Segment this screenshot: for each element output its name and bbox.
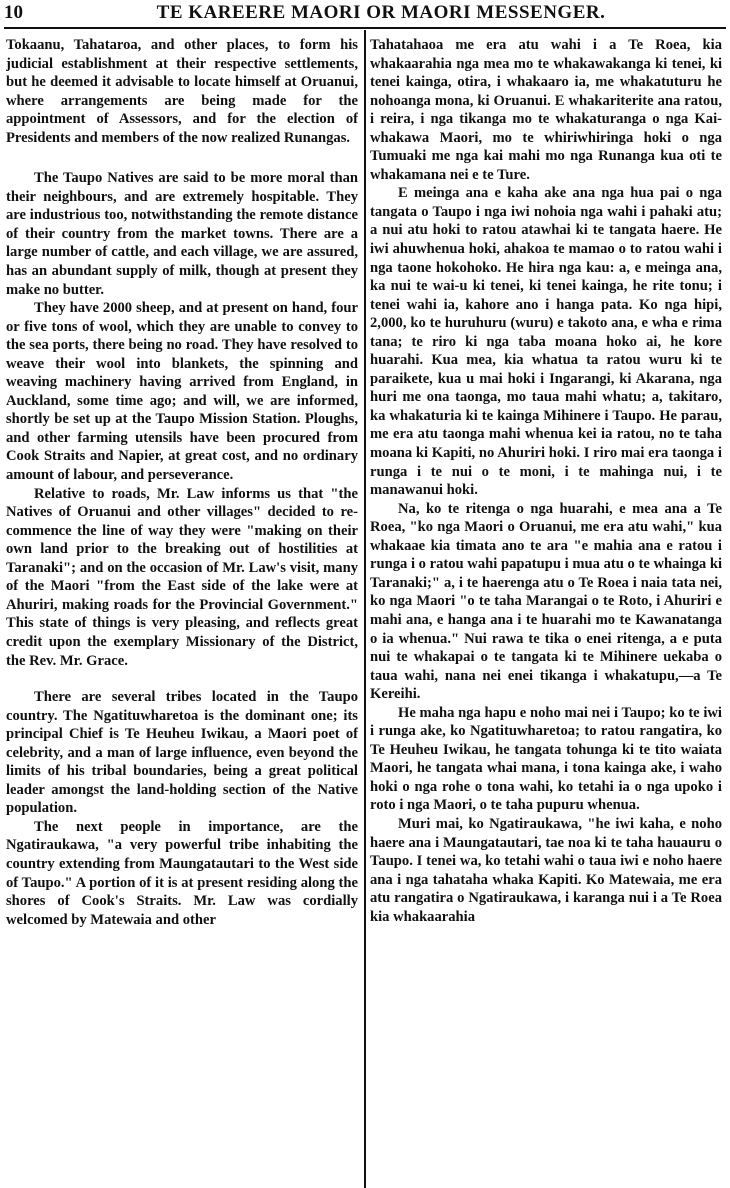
maori-paragraph-1: Tahatahaoa me era atu wahi i a Te Roea, kia whakaarahia nga mea mo te whakawakanga ki tenei, ki tenei kainga, otira, i whakaaro ia, me whakatuturu he nohoanga mona, ki Oruanui. E whakariterite ana ratou, i reira, i nga tikanga mo te whakaturanga o nga Kai-whakawa Maori, mo te whiriwhiringa hoki o nga Tumuaki me nga kai mahi mo nga Runanga kua oti te whakamana nei e te Ture. — [370, 37, 722, 183]
maori-column — [370, 36, 722, 1188]
english-paragraph-5: There are several tribes located in the Taupo country. The Ngatituwharetoa is the dominant one; its principal Chief is Te Heuheu Iwikau, a Maori poet of celebrity, and a man of large influence, even beyond the limits of his tribal boundaries, being a great political leader amongst the land-holding section of the Native population. — [6, 689, 358, 817]
english-paragraph-3: They have 2000 sheep, and at present on hand, four or five tons of wool, which they are unable to convey to the sea ports, there being no road. They have resolved to weave their wool into blankets, the spinning and weaving machinery having arrived from England, in Auckland, some time ago; and will, we are informed, shortly be set up at the Taupo Mission Station. Ploughs, and other farming utensils have been procured from Cook Straits and Napier, at great cost, and no ordinary amount of labour, and perseverance. — [6, 300, 358, 484]
english-paragraph-2: The Taupo Natives are said to be more moral than their neighbours, and are extremely hospitable. They are industrious too, notwithstanding the remote distance of their country from the market towns. There are a large number of cattle, and each village, we are assured, has an abundant supply of milk, though at present they make no butter. — [6, 170, 358, 298]
english-paragraph-4: Relative to roads, Mr. Law informs us that "the Natives of Oruanui and other villages" decided to re-commence the line of way they were "making on their own land prior to the breaking out of hostilities at Taranaki"; and on the occasion of Mr. Law's visit, many of the Maori "from the East side of the lake were at Ahuriri, making roads for the Provincial Government." This state of things is very pleasing, and reflects great credit upon the exemplary Missionary of the District, the Rev. Mr. Grace. — [6, 485, 358, 669]
maori-paragraph-4: He maha nga hapu e noho mai nei i Taupo; ko te iwi i runga ake, ko Ngatituwharetoa; to ratou rangatira, ko Te Heuheu Iwikau, he tangata tohunga ki te tito waiata Maori, he tangata whai mana, i tona kainga ake, i waho hoki o nga rohe o tona wahi, ko tetahi ia o nga upoko i roto i nga Maori, o te taha pupuru whenua. — [370, 704, 722, 814]
column-divider — [364, 30, 366, 1188]
running-title: TE KAREERE MAORI OR MAORI MESSENGER. — [156, 2, 606, 23]
section-break — [6, 670, 358, 688]
english-paragraph-6: The next people in importance, are the Ngatiraukawa, "a very powerful tribe inhabiting the country extending from Maungatautari to the West side of Taupo." A portion of it is at present residing along the shores of Cook's Straits. Mr. Law was cordially welcomed by Matewaia and other — [6, 818, 358, 928]
maori-paragraph-5: Muri mai, ko Ngatiraukawa, "he iwi kaha, e noho haere ana i Maungatautari, tae noa ki te taha hauauru o Taupo. I tenei wa, ko tetahi wahi o taua iwi e noho haere ana i nga tahataha whaka Kapiti. Ko Matewaia, me era atu rangatira o Ngatiraukawa, i karanga nui i a Te Roea kia whakaarahia — [370, 815, 722, 925]
header-rule — [4, 27, 726, 29]
section-break — [6, 147, 358, 169]
maori-paragraph-3: Na, ko te ritenga o nga huarahi, e mea ana a Te Roea, "ko nga Maori o Oruanui, me era atu wahi," kua whakaae kia timata ano te ara "e mahia ana e ratou i runga i o ratou wahi papatupu i mua atu o te whainga ki Taranaki;" a, i te haerenga atu o Te Roea i naia tata nei, ko nga Maori "o te taha Marangai o te Roto, i Ahuriri e mahi ana, e hanga ana i te huarahi mo te Kawanatanga o ia whenua." Nui rawa te tika o enei ritenga, a e puta nui te whakapai o te tangata ki te Mihinere uekaba o taua wahi, nana nei enei tikanga i whakatupu,—a Te Kereihi. — [370, 500, 722, 703]
maori-paragraph-2: E meinga ana e kaha ake ana nga hua pai o nga tangata o Taupo i nga iwi nohoia nga wahi i pahaki atu; a nui atu hoki to ratou atawhai ki te tangata haere. He iwi ahuwhenua hoki, ahakoa te mamao o to ratou wahi i nga taone hokohoko. He hira nga kau: a, e meinga ana, ka nui te wai-u ki tenei, ki tenei kainga, he rite tonu; i tenei wahi ia, kahore ano i hanga pata. Ko nga hipi, 2,000, ko te huruhuru (wuru) e takoto ana, e wha e rima tana; te riro ki nga taba moana hoko ai, he kore huarahi. Kua mea, kia whatua ta ratou wuru ki te paraikete, kua u mai hoki i Ingarangi, ki Akarana, nga huri me ona taonga, mo taua mahi whatu; a, takitaro, ka whakaturia ki te kainga Mihinere i Taupo. He parau, me era atu taonga mahi whenua kei ia ratou, no te taha moana ki Kapiti, no Ahuriri hoki. I riro mai era taonga i runga i te nui o te moni, i te mahinga nui, i te manawanui hoki. — [370, 185, 722, 499]
page-number: 10 — [4, 2, 23, 23]
page-header — [4, 2, 726, 28]
english-paragraph-1: Tokaanu, Tahataroa, and other places, to form his judicial establishment at their respective settlements, but he deemed it advisable to locate himself at Oruanui, where arrangements are being made for the appointment of Assessors, and for the election of Presidents and members of the now realized Runangas. — [6, 37, 358, 146]
english-column — [6, 36, 358, 1188]
